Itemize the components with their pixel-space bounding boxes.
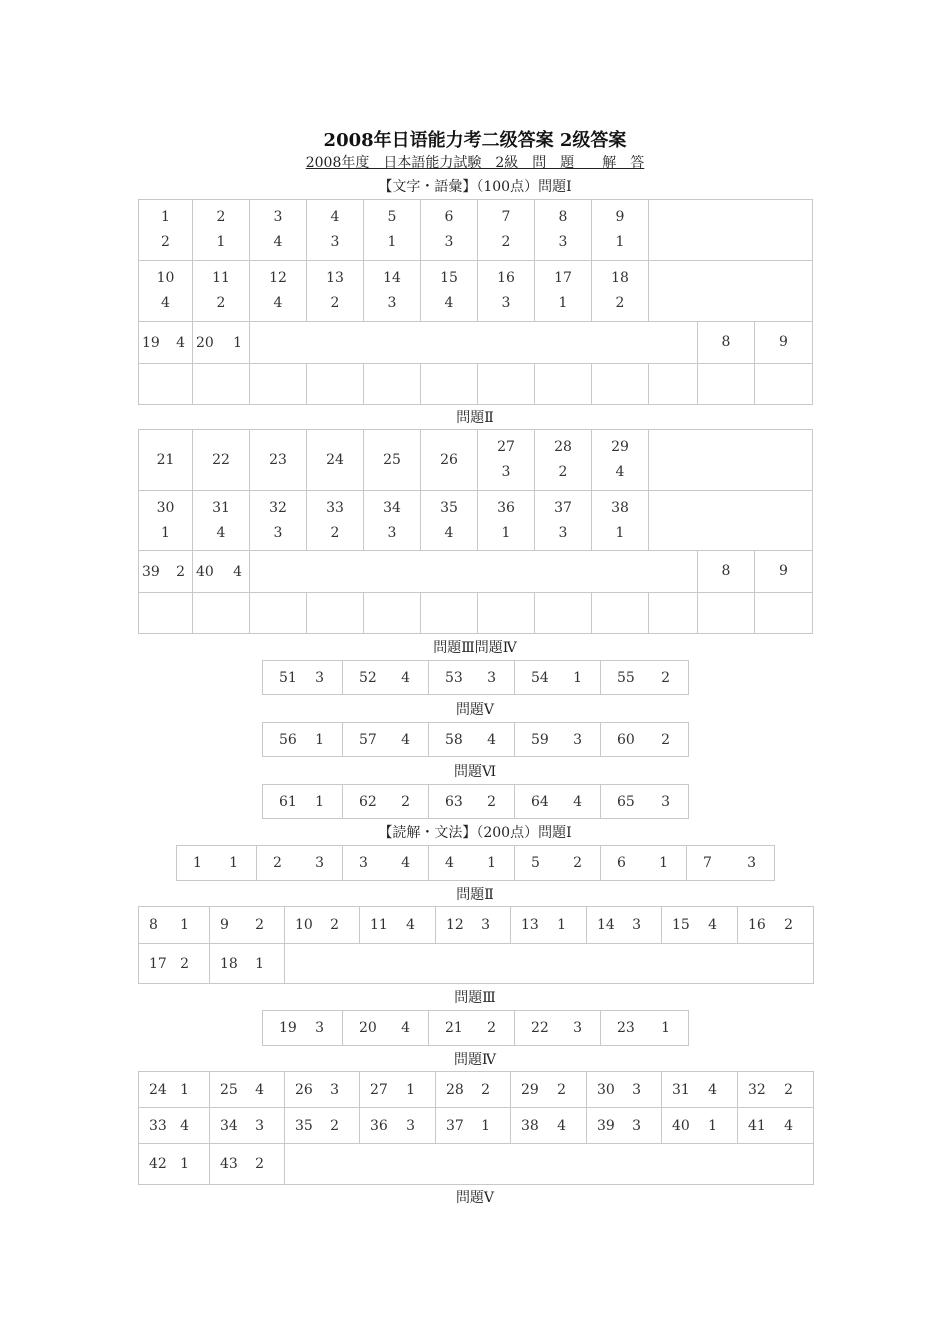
answer-cell: 25 4 <box>210 1072 285 1108</box>
empty-cell <box>285 944 814 984</box>
answer-cell: 19 4 <box>139 322 193 364</box>
answer-cell: 27 3 <box>478 430 535 491</box>
empty-cell <box>592 364 649 405</box>
answer-cell: 51 3 <box>263 661 343 695</box>
answer-cell: 27 1 <box>360 1072 436 1108</box>
answer-cell: 36 1 <box>478 491 535 551</box>
section-label-moji-q3-q4: 問題Ⅲ問題Ⅳ <box>433 640 517 656</box>
answer-cell: 20 1 <box>193 322 250 364</box>
answer-cell: 26 <box>421 430 478 491</box>
empty-cell <box>250 364 307 405</box>
answer-cell: 32 3 <box>250 491 307 551</box>
empty-cell <box>285 1144 814 1185</box>
answer-cell: 33 4 <box>139 1108 210 1144</box>
answer-cell: 30 3 <box>587 1072 662 1108</box>
answer-cell: 29 4 <box>592 430 649 491</box>
answer-cell: 62 2 <box>343 785 429 819</box>
empty-cell <box>307 593 364 634</box>
section-label-dokkai-q5: 問題Ⅴ <box>455 1190 495 1206</box>
answer-cell: 15 4 <box>421 261 478 322</box>
empty-cell <box>649 593 698 634</box>
answer-cell: 40 4 <box>193 551 250 593</box>
empty-cell <box>250 322 698 364</box>
answer-cell: 28 2 <box>535 430 592 491</box>
empty-cell <box>307 364 364 405</box>
answer-cell: 17 2 <box>139 944 210 984</box>
extra-cell: 8 <box>698 551 755 593</box>
answer-cell: 56 1 <box>263 723 343 757</box>
answer-cell: 53 3 <box>429 661 515 695</box>
answer-cell: 55 2 <box>601 661 689 695</box>
answer-cell: 20 4 <box>343 1011 429 1046</box>
answer-cell: 24 <box>307 430 364 491</box>
answer-cell: 14 3 <box>587 907 662 944</box>
answer-cell: 8 1 <box>139 907 210 944</box>
answer-cell: 4 1 <box>429 846 515 881</box>
answer-cell: 41 4 <box>738 1108 814 1144</box>
answer-cell: 38 1 <box>592 491 649 551</box>
answer-cell: 2 3 <box>257 846 343 881</box>
empty-cell <box>421 364 478 405</box>
moji-q6-table <box>262 784 689 819</box>
section-label-moji-q2: 問題Ⅱ <box>456 410 494 426</box>
document-subtitle <box>0 152 950 172</box>
answer-cell: 4 3 <box>307 200 364 261</box>
answer-cell: 31 4 <box>193 491 250 551</box>
answer-cell: 7 2 <box>478 200 535 261</box>
answer-cell: 43 2 <box>210 1144 285 1185</box>
answer-cell: 23 <box>250 430 307 491</box>
answer-cell: 2 1 <box>193 200 250 261</box>
empty-cell <box>755 593 813 634</box>
answer-cell: 52 4 <box>343 661 429 695</box>
document-title: 2008年日语能力考二级答案 2级答案 <box>323 130 627 151</box>
empty-cell <box>649 200 813 261</box>
empty-cell <box>698 593 755 634</box>
answer-cell: 11 4 <box>360 907 436 944</box>
answer-cell: 10 4 <box>139 261 193 322</box>
empty-cell <box>193 593 250 634</box>
answer-cell: 9 1 <box>592 200 649 261</box>
answer-cell: 58 4 <box>429 723 515 757</box>
answer-cell: 18 2 <box>592 261 649 322</box>
answer-cell: 9 2 <box>210 907 285 944</box>
answer-cell: 35 2 <box>285 1108 360 1144</box>
answer-cell: 12 4 <box>250 261 307 322</box>
answer-cell: 3 4 <box>250 200 307 261</box>
empty-cell <box>421 593 478 634</box>
empty-cell <box>139 364 193 405</box>
answer-cell: 24 1 <box>139 1072 210 1108</box>
extra-cell: 9 <box>755 322 813 364</box>
moji-q2-table <box>138 429 813 634</box>
answer-cell: 21 <box>139 430 193 491</box>
empty-cell <box>649 364 698 405</box>
section-label-moji-q5: 問題Ⅴ <box>455 702 495 718</box>
answer-cell: 57 4 <box>343 723 429 757</box>
answer-cell: 1 1 <box>177 846 257 881</box>
answer-cell: 22 <box>193 430 250 491</box>
empty-cell <box>139 593 193 634</box>
answer-cell: 3 4 <box>343 846 429 881</box>
dokkai-q2-table <box>138 906 814 984</box>
answer-cell: 7 3 <box>687 846 775 881</box>
answer-cell: 8 3 <box>535 200 592 261</box>
answer-cell: 26 3 <box>285 1072 360 1108</box>
answer-cell: 60 2 <box>601 723 689 757</box>
answer-cell: 54 1 <box>515 661 601 695</box>
empty-cell <box>364 593 421 634</box>
empty-cell <box>478 593 535 634</box>
section-label-dokkai-q3: 問題Ⅲ <box>454 990 496 1006</box>
answer-cell: 6 3 <box>421 200 478 261</box>
answer-cell: 33 2 <box>307 491 364 551</box>
moji-q5-table <box>262 722 689 757</box>
empty-cell <box>649 261 813 322</box>
section-label-moji-q6: 問題Ⅵ <box>453 764 497 780</box>
answer-cell: 14 3 <box>364 261 421 322</box>
answer-cell: 5 1 <box>364 200 421 261</box>
empty-cell <box>755 364 813 405</box>
dokkai-q4-table <box>138 1071 814 1185</box>
dokkai-q1-table <box>176 845 775 881</box>
empty-cell <box>364 364 421 405</box>
answer-cell: 28 2 <box>436 1072 511 1108</box>
answer-cell: 18 1 <box>210 944 285 984</box>
answer-cell: 32 2 <box>738 1072 814 1108</box>
answer-cell: 16 3 <box>478 261 535 322</box>
answer-cell: 36 3 <box>360 1108 436 1144</box>
answer-cell: 65 3 <box>601 785 689 819</box>
section-label-dokkai-q2: 問題Ⅱ <box>456 887 494 903</box>
answer-cell: 38 4 <box>511 1108 587 1144</box>
answer-cell: 12 3 <box>436 907 511 944</box>
answer-cell: 13 2 <box>307 261 364 322</box>
answer-cell: 31 4 <box>662 1072 738 1108</box>
answer-cell: 30 1 <box>139 491 193 551</box>
answer-cell: 19 3 <box>263 1011 343 1046</box>
answer-cell: 37 3 <box>535 491 592 551</box>
answer-cell: 1 2 <box>139 200 193 261</box>
empty-cell <box>478 364 535 405</box>
answer-cell: 6 1 <box>601 846 687 881</box>
answer-cell: 63 2 <box>429 785 515 819</box>
answer-cell: 37 1 <box>436 1108 511 1144</box>
answer-cell: 10 2 <box>285 907 360 944</box>
subtitle-text: 2008年度 日本語能力試験 2級 問 題 解 答 <box>305 155 645 171</box>
answer-cell: 42 1 <box>139 1144 210 1185</box>
answer-cell: 34 3 <box>210 1108 285 1144</box>
empty-cell <box>649 430 813 491</box>
empty-cell <box>250 551 698 593</box>
extra-cell: 9 <box>755 551 813 593</box>
answer-cell: 35 4 <box>421 491 478 551</box>
section-label-moji-goi: 【文字・語彙】（100点）問題Ⅰ <box>378 179 572 195</box>
answer-cell: 11 2 <box>193 261 250 322</box>
answer-cell: 21 2 <box>429 1011 515 1046</box>
empty-cell <box>193 364 250 405</box>
answer-cell: 13 1 <box>511 907 587 944</box>
moji-q3-table <box>262 660 689 695</box>
answer-cell: 39 2 <box>139 551 193 593</box>
answer-cell: 59 3 <box>515 723 601 757</box>
moji-q1-table <box>138 199 813 405</box>
answer-cell: 22 3 <box>515 1011 601 1046</box>
answer-cell: 40 1 <box>662 1108 738 1144</box>
answer-cell: 5 2 <box>515 846 601 881</box>
answer-cell: 23 1 <box>601 1011 689 1046</box>
section-label-dokkai-q4: 問題Ⅳ <box>454 1052 496 1068</box>
answer-cell: 61 1 <box>263 785 343 819</box>
dokkai-q3-table <box>262 1010 689 1046</box>
answer-cell: 34 3 <box>364 491 421 551</box>
empty-cell <box>535 364 592 405</box>
answer-cell: 29 2 <box>511 1072 587 1108</box>
empty-cell <box>535 593 592 634</box>
empty-cell <box>592 593 649 634</box>
answer-cell: 39 3 <box>587 1108 662 1144</box>
empty-cell <box>250 593 307 634</box>
answer-cell: 17 1 <box>535 261 592 322</box>
section-label-dokkai-bunpou: 【読解・文法】（200点）問題Ⅰ <box>378 825 572 841</box>
answer-cell: 16 2 <box>738 907 814 944</box>
answer-cell: 64 4 <box>515 785 601 819</box>
answer-cell: 15 4 <box>662 907 738 944</box>
answer-cell: 25 <box>364 430 421 491</box>
extra-cell: 8 <box>698 322 755 364</box>
empty-cell <box>649 491 813 551</box>
empty-cell <box>698 364 755 405</box>
